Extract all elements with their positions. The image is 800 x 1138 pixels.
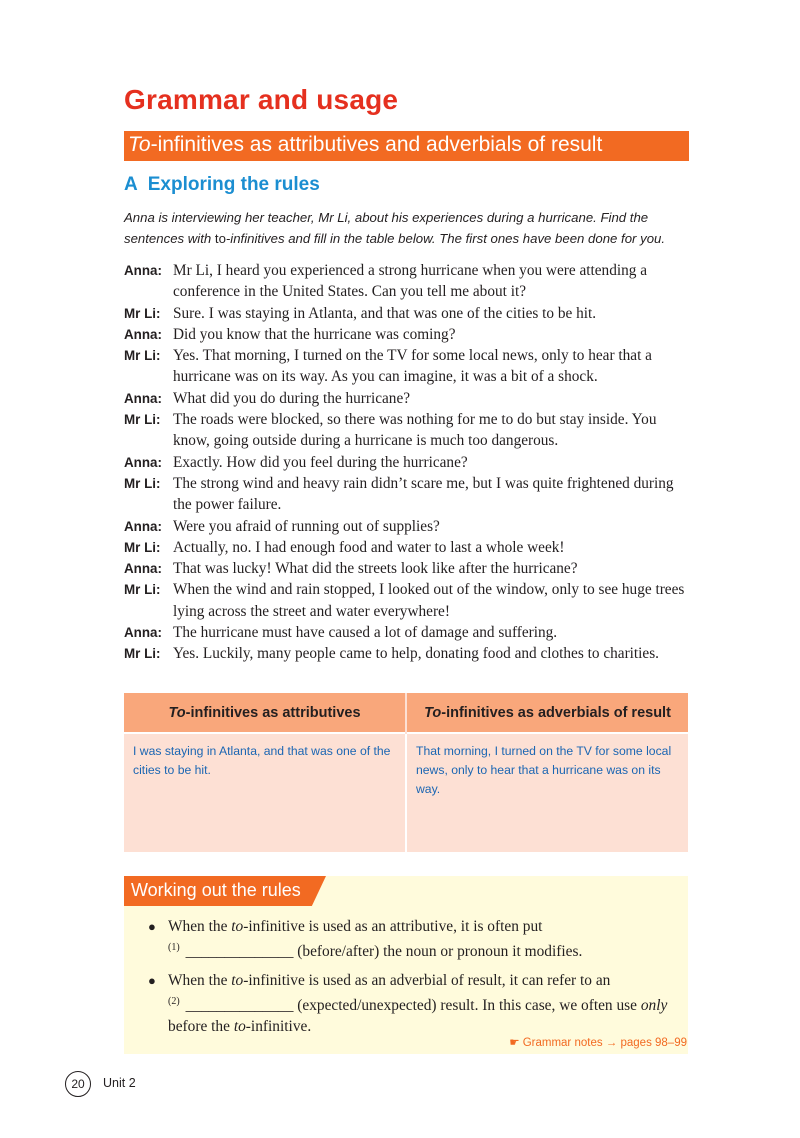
speech: Yes. Luckily, many people came to help, donating food and clothes to charities. (173, 645, 659, 663)
speech: That was lucky! What did the streets look like after the hurricane? (173, 560, 578, 578)
dialogue-line (124, 473, 694, 516)
speaker: Mr Li: (124, 412, 161, 428)
col2-prefix: To (424, 704, 442, 721)
dialogue-line (124, 579, 694, 622)
b2-italic-to: to (233, 1018, 246, 1035)
instructions-upright: to (214, 231, 226, 246)
dialogue-line (124, 516, 694, 537)
speech: Actually, no. I had enough food and water to last a whole week! (173, 538, 565, 556)
table-row (124, 733, 688, 852)
dialogue-line (124, 558, 694, 579)
speaker: Mr Li: (124, 305, 161, 321)
section-letter: A (124, 174, 138, 195)
b2-text-c: (expected/unexpected) result. In this case, we often use (293, 997, 641, 1014)
speaker: Anna: (124, 326, 162, 342)
speech: Sure. I was staying in Atlanta, and that was one of the cities to be hit. (173, 304, 597, 322)
dialogue-line (124, 409, 694, 452)
subheading (128, 133, 602, 157)
bullet-dot-icon: ● (148, 919, 156, 934)
dialogue-line (124, 303, 694, 324)
b2-text-e: -infinitive. (245, 1018, 312, 1035)
subheading-rest: -infinitives as attributives and adverbials of result (150, 133, 603, 156)
dialogue (124, 260, 694, 665)
col2-rest: -infinitives as adverbials of result (441, 704, 671, 721)
speaker: Anna: (124, 454, 162, 470)
bullet-item (148, 916, 673, 962)
blank-2[interactable]: ______________ (185, 997, 294, 1014)
speech: The hurricane must have caused a lot of damage and suffering. (173, 624, 558, 642)
section-heading (124, 174, 320, 196)
dialogue-line (124, 324, 694, 345)
b2-italic-only: only (640, 997, 668, 1014)
b1-italic: to (231, 918, 244, 935)
speech: Did you know that the hurricane was coming? (173, 325, 456, 343)
instructions-part2: -infinitives and fill in the table below. The first ones have been done for you. (225, 231, 666, 246)
speech: Exactly. How did you feel during the hurricane? (173, 453, 468, 471)
blank-number-1: (1) (168, 942, 180, 953)
rules-bullets (148, 916, 673, 1045)
page-number: 20 (65, 1071, 91, 1097)
speech: Yes. That morning, I turned on the TV for some local news, only to hear that a hurricane was on its way. As you can imagine, it was a bit of a shock. (173, 347, 652, 386)
grammar-notes-link[interactable]: ☛ Grammar notes → pages 98–99 (509, 1037, 687, 1049)
col1-rest: -infinitives as attributives (185, 704, 361, 721)
b2-italic: to (231, 972, 244, 989)
dialogue-line (124, 643, 694, 664)
instructions (124, 207, 694, 249)
speaker: Anna: (124, 561, 162, 577)
column-header-adverbials (406, 693, 688, 733)
b1-text-a: When the (168, 918, 232, 935)
b2-text-a: When the (168, 972, 232, 989)
section-title: Exploring the rules (147, 174, 320, 195)
column-header-attributives (124, 693, 406, 733)
speech: The roads were blocked, so there was nothing for me to do but stay inside. You know, going outside during a hurricane is much too dangerous. (173, 411, 657, 450)
speech: The strong wind and heavy rain didn’t scare me, but I was quite frightened during the power failure. (173, 474, 674, 514)
speaker: Anna: (124, 518, 162, 534)
subheading-prefix: To (128, 133, 151, 156)
speech: What did you do during the hurricane? (173, 389, 411, 407)
dialogue-line (124, 537, 694, 558)
unit-label: Unit 2 (103, 1076, 136, 1090)
bullet-item (148, 970, 673, 1037)
speech: Were you afraid of running out of supplies? (173, 517, 440, 535)
working-out-title: Working out the rules (131, 880, 301, 900)
dialogue-line (124, 345, 694, 388)
table-header-row (124, 693, 688, 733)
dialogue-line (124, 388, 694, 409)
speech: When the wind and rain stopped, I looked out of the window, only to see huge trees lying across the street and water everywhere! (173, 581, 685, 620)
bullet-dot-icon: ● (148, 973, 156, 988)
dialogue-line (124, 452, 694, 473)
speaker: Anna: (124, 263, 162, 278)
speaker: Anna: (124, 390, 162, 406)
speaker: Mr Li: (124, 348, 161, 364)
b1-text-b: -infinitive is used as an attributive, it is often put (243, 918, 543, 935)
speech: Mr Li, I heard you experienced a strong hurricane when you were attending a conference in the United States. Can you tell me about it? (173, 262, 648, 301)
speaker: Mr Li: (124, 539, 161, 555)
dialogue-line (124, 622, 694, 643)
attributive-answer-cell[interactable]: I was staying in Atlanta, and that was one of the cities to be hit. (124, 733, 406, 852)
col1-prefix: To (168, 704, 186, 721)
speaker: Mr Li: (124, 582, 161, 598)
b2-text-b: -infinitive is used as an adverbial of result, it can refer to an (243, 972, 611, 989)
instructions-part1: Anna is interviewing her teacher, Mr Li, about his experiences during a hurricane. Find the sentences with (124, 210, 649, 246)
page-title: Grammar and usage (124, 84, 399, 115)
dialogue-line (124, 260, 694, 303)
speaker: Mr Li: (124, 475, 161, 491)
blank-1[interactable]: ______________ (185, 943, 294, 960)
adverbial-answer-cell[interactable]: That morning, I turned on the TV for some local news, only to hear that a hurricane was on its way. (406, 733, 688, 852)
rules-table (124, 693, 688, 852)
speaker: Mr Li: (124, 646, 161, 662)
blank-number-2: (2) (168, 996, 180, 1007)
b2-text-d: before the (168, 1018, 234, 1035)
speaker: Anna: (124, 625, 162, 641)
b1-text-c: (before/after) the noun or pronoun it modifies. (293, 943, 583, 960)
